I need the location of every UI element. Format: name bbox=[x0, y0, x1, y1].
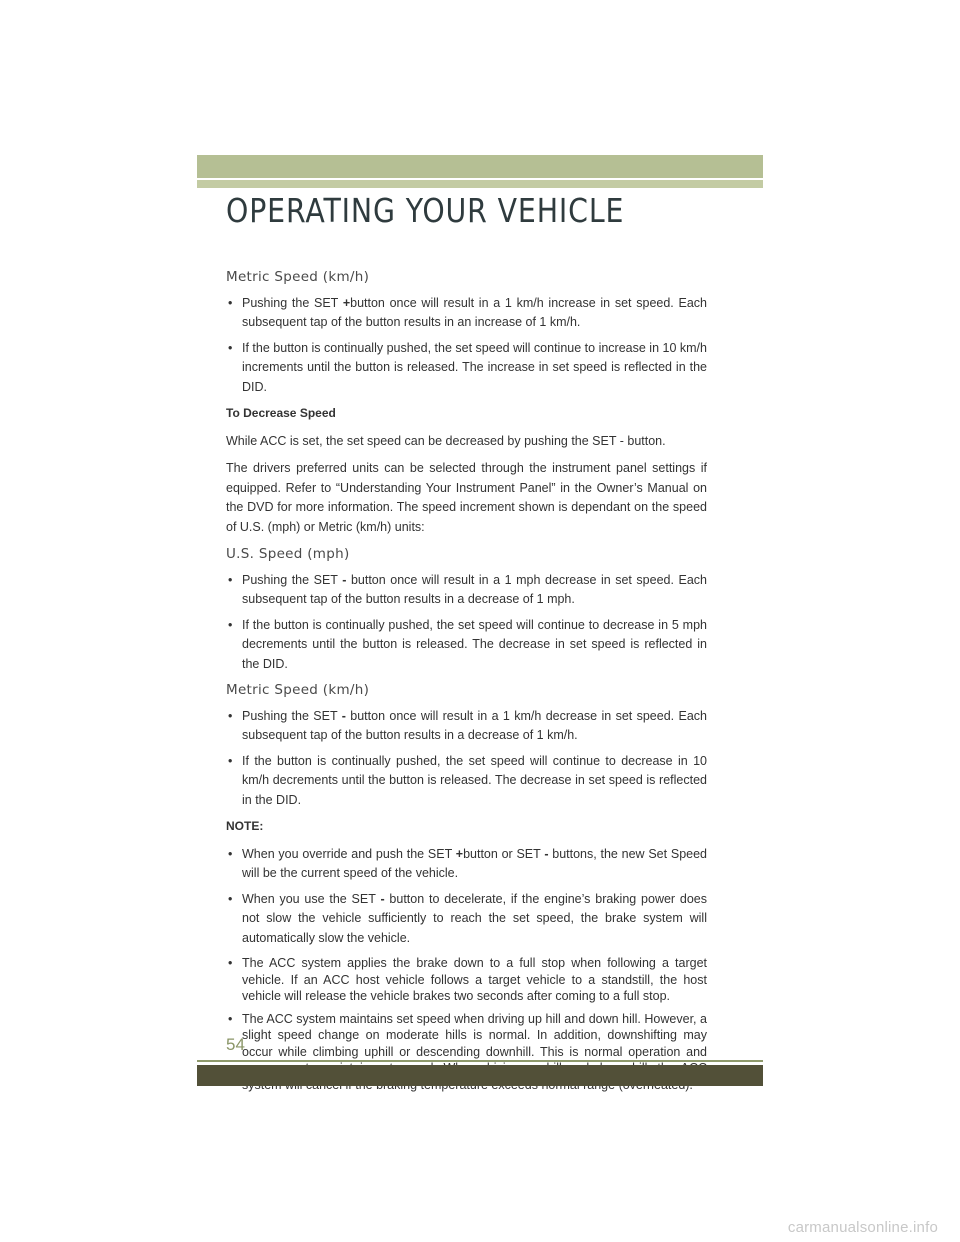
page-content bbox=[226, 268, 707, 1100]
us-speed-list bbox=[226, 571, 707, 675]
header-band bbox=[197, 155, 763, 178]
metric-decrease-heading: Metric Speed (km/h) bbox=[226, 682, 370, 698]
list-item: • Pushing the SET - button once will result in a 1 mph decrease in set speed. Each subsequent tap of the button results in a decrease of 1 mph. bbox=[226, 571, 707, 610]
decrease-speed-paragraph: While ACC is set, the set speed can be decreased by pushing the SET - button. bbox=[226, 433, 666, 448]
footer-rule bbox=[197, 1060, 763, 1062]
note-list bbox=[226, 845, 707, 949]
list-item: • The ACC system applies the brake down to a full stop when following a target vehicle. If an ACC host vehicle follows a target vehicle to a standstill, the host vehicle will release the vehicle brakes two seconds after coming to a full stop. bbox=[226, 955, 707, 1005]
list-item: • If the button is continually pushed, the set speed will continue to increase in 10 km/h increments until the button is released. The increase in set speed is reflected in the DID. bbox=[226, 339, 707, 398]
metric-decrease-list bbox=[226, 707, 707, 811]
note-heading: NOTE: bbox=[226, 819, 264, 833]
list-item: • When you override and push the SET +button or SET - buttons, the new Set Speed will be the current speed of the vehicle. bbox=[226, 845, 707, 884]
list-item: • Pushing the SET - button once will result in a 1 km/h decrease in set speed. Each subsequent tap of the button results in a decrease of 1 km/h. bbox=[226, 707, 707, 746]
watermark: carmanualsonline.info bbox=[787, 1219, 938, 1236]
metric-increase-list bbox=[226, 294, 707, 398]
list-item: • If the button is continually pushed, the set speed will continue to decrease in 10 km/h decrements until the button is released. The decrease in set speed is reflected in the DID. bbox=[226, 752, 707, 811]
section-title: OPERATING YOUR VEHICLE bbox=[226, 191, 625, 230]
footer-band bbox=[197, 1065, 763, 1086]
list-item: • Pushing the SET +button once will result in a 1 km/h increase in set speed. Each subsequent tap of the button results in an increase of 1 km/h. bbox=[226, 294, 707, 333]
decrease-speed-heading: To Decrease Speed bbox=[226, 406, 336, 420]
units-paragraph: The drivers preferred units can be selected through the instrument panel settings if equipped. Refer to “Understanding Your Instrument Panel” in the Owner’s Manual on the DVD for more information. The speed increment shown is dependant on the speed of U.S. (mph) or Metric (km/h) units: bbox=[226, 461, 707, 534]
metric-increase-heading: Metric Speed (km/h) bbox=[226, 269, 370, 285]
header-stripe bbox=[197, 180, 763, 188]
us-speed-heading: U.S. Speed (mph) bbox=[226, 546, 350, 562]
list-item: • When you use the SET - button to decelerate, if the engine’s braking power does not slow the vehicle sufficiently to reach the set speed, the brake system will automatically slow the vehicle. bbox=[226, 890, 707, 949]
list-item: • The ACC system maintains set speed when driving up hill and down hill. However, a slight speed change on moderate hills is normal. In addition, downshifting may occur while climbing uphill or descending downhill. This is normal operation and bbox=[226, 1011, 707, 1094]
list-item: • If the button is continually pushed, the set speed will continue to decrease in 5 mph decrements until the button is released. The decrease in set speed is reflected in the DID. bbox=[226, 616, 707, 675]
page-number: 54 bbox=[226, 1035, 245, 1054]
